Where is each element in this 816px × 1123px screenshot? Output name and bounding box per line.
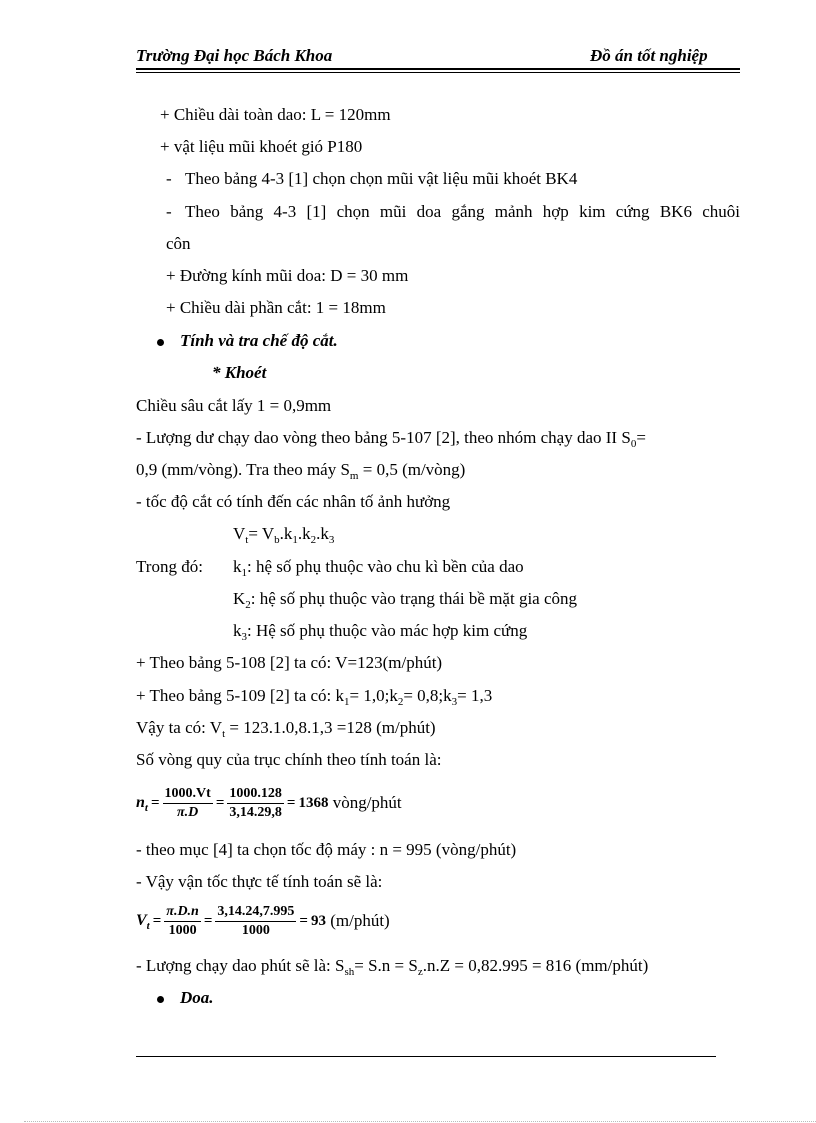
line-machine-speed: - theo mục [4] ta chọn tốc độ máy : n = 995 (vòng/phút)	[136, 840, 517, 859]
line-spindle-speed: Số vòng quy của trục chính theo tính toán là:	[136, 750, 442, 769]
line-cut-length: + Chiều dài phần cắt: 1 = 18mm	[166, 298, 386, 317]
subscript: t	[144, 802, 148, 814]
subscript: 2	[245, 599, 251, 611]
bullet-cutting-mode-text: Tính và tra chế độ cắt.	[180, 331, 338, 350]
line-feed-per-minute	[136, 955, 648, 977]
text: : Hệ số phụ thuộc vào mác hợp kim cứng	[247, 621, 528, 640]
text: K	[233, 589, 246, 608]
result-1368: 1368	[298, 794, 329, 811]
line-table-5-108: + Theo bảng 5-108 [2] ta có: V=123(m/phút)	[136, 653, 443, 672]
text: .n.Z = 0,82.995 = 816 (mm/phút)	[422, 956, 649, 975]
unit-vong-phut: vòng/phút	[328, 793, 402, 812]
subscript: b	[274, 534, 280, 546]
text: = 1,0;k	[349, 686, 398, 705]
header-rule-thin	[136, 72, 740, 73]
header-rule-thick	[136, 68, 740, 70]
line-actual-speed: - Vậy vận tốc thực tế tính toán sẽ là:	[136, 872, 383, 891]
numerator: 1000.128	[227, 785, 284, 804]
text: : hệ số phụ thuộc vào chu kì bền của dao	[247, 557, 524, 576]
line-diameter: + Đường kính mũi doa: D = 30 mm	[166, 266, 409, 285]
line-machine-feed	[136, 459, 465, 481]
text: = 1,3	[457, 686, 493, 705]
line-feed-allowance	[136, 427, 740, 449]
dash-marker: -	[166, 202, 172, 221]
text: 0,9 (mm/vòng). Tra theo máy S	[136, 460, 350, 479]
text: n	[136, 794, 145, 811]
subscript: t	[222, 728, 226, 740]
text: - Lượng chạy dao phút sẽ là: S	[136, 956, 345, 975]
text: = V	[248, 524, 275, 543]
header-school-name: Trường Đại học Bách Khoa	[136, 46, 333, 65]
bullet-doa	[157, 987, 214, 1009]
formula-nt	[136, 780, 402, 826]
line-k2	[233, 588, 577, 610]
header-document-title: Đồ án tốt nghiệp	[590, 46, 708, 65]
line-cutting-speed: - tốc độ cắt có tính đến các nhân tố ảnh hưởng	[136, 492, 451, 511]
text: =	[636, 428, 646, 447]
text: = 123.1.0,8.1,3 =128 (m/phút)	[225, 718, 436, 737]
equals-sign: =	[152, 912, 162, 929]
equals-sign: =	[215, 794, 225, 811]
line-cut-depth: Chiều sâu cắt lấy 1 = 0,9mm	[136, 396, 332, 415]
subscript: t	[245, 534, 249, 546]
equals-sign: =	[286, 794, 296, 811]
equals-sign: =	[299, 912, 308, 929]
text: : hệ số phụ thuộc vào trạng thái bề mặt gia công	[250, 589, 578, 608]
fraction-values-over-1000	[215, 903, 296, 940]
label-trong-do: Trong đó:	[136, 557, 203, 576]
subscript: 3	[328, 534, 335, 546]
text: V	[136, 912, 147, 929]
line-table-5-109	[136, 685, 492, 707]
denominator: 3,14.29,8	[229, 804, 282, 820]
subscript: 2	[310, 534, 317, 546]
bullet-dot	[157, 996, 164, 1003]
equals-sign: =	[150, 794, 160, 811]
subscript: 3	[451, 696, 458, 708]
subscript: 1	[241, 567, 247, 579]
line-tool-length: + Chiều dài toàn dao: L = 120mm	[160, 105, 391, 124]
fraction-pidn-over-1000	[164, 903, 201, 940]
equals-sign: =	[203, 912, 213, 929]
footer-rule	[136, 1056, 716, 1057]
subscript: 1	[344, 696, 350, 708]
subscript: sh	[344, 966, 355, 978]
subscript: z	[417, 966, 423, 978]
text: = S.n = S	[354, 956, 418, 975]
fraction-1000vt-over-pid	[163, 785, 213, 822]
text: k	[233, 621, 242, 640]
text: + Theo bảng 5-109 [2] ta có: k	[136, 686, 345, 705]
formula-vt	[233, 523, 334, 545]
line-table-4-3-bk4: Theo bảng 4-3 [1] chọn chọn mũi vật liệu mũi khoét BK4	[185, 169, 578, 188]
text: = 0,5 (m/vòng)	[358, 460, 466, 479]
text: V	[233, 524, 246, 543]
bullet-doa-text: Doa.	[180, 988, 214, 1007]
formula-nt-lhs	[136, 794, 148, 812]
denominator: 1000	[241, 922, 270, 938]
line-table-4-3-bk6: Theo bảng 4-3 [1] chọn mũi doa gắng mảnh hợp kim cứng BK6 chuôi	[185, 202, 740, 221]
denominator: π.D	[177, 804, 199, 820]
denominator: 1000	[168, 922, 197, 938]
line-material: + vật liệu mũi khoét gió P180	[160, 137, 363, 156]
text: k	[233, 557, 242, 576]
text: .k	[297, 524, 311, 543]
bullet-dot	[157, 339, 164, 346]
numerator: π.D.n	[164, 903, 201, 922]
subscript: 0	[630, 438, 637, 450]
formula-vt-actual	[136, 898, 390, 944]
text: .k	[316, 524, 329, 543]
subscript: t	[146, 920, 150, 932]
page-bottom-dotted-line	[24, 1121, 816, 1122]
text: - Lượng dư chạy dao vòng theo bảng 5-107 [2], theo nhóm chạy dao II S	[136, 428, 631, 447]
text: = 0,8;k	[403, 686, 452, 705]
line-k3	[233, 620, 527, 642]
formula-vt-lhs	[136, 912, 150, 930]
subscript: 2	[397, 696, 404, 708]
line-k1	[233, 556, 524, 578]
numerator: 3,14.24,7.995	[215, 903, 296, 922]
subscript: 3	[241, 631, 247, 643]
subscript: 1	[292, 534, 298, 546]
text: .k	[279, 524, 293, 543]
fraction-1000-128	[227, 785, 284, 822]
numerator: 1000.Vt	[163, 785, 213, 804]
dash-marker: -	[166, 169, 172, 188]
line-vt-result	[136, 717, 436, 739]
unit-m-phut: (m/phút)	[325, 911, 390, 930]
subscript: m	[349, 470, 359, 482]
heading-khoet: * Khoét	[212, 363, 267, 382]
result-93: 93	[310, 912, 326, 929]
bullet-cutting-mode	[157, 330, 338, 352]
line-con: côn	[166, 234, 191, 253]
text: Vậy ta có: V	[136, 718, 223, 737]
